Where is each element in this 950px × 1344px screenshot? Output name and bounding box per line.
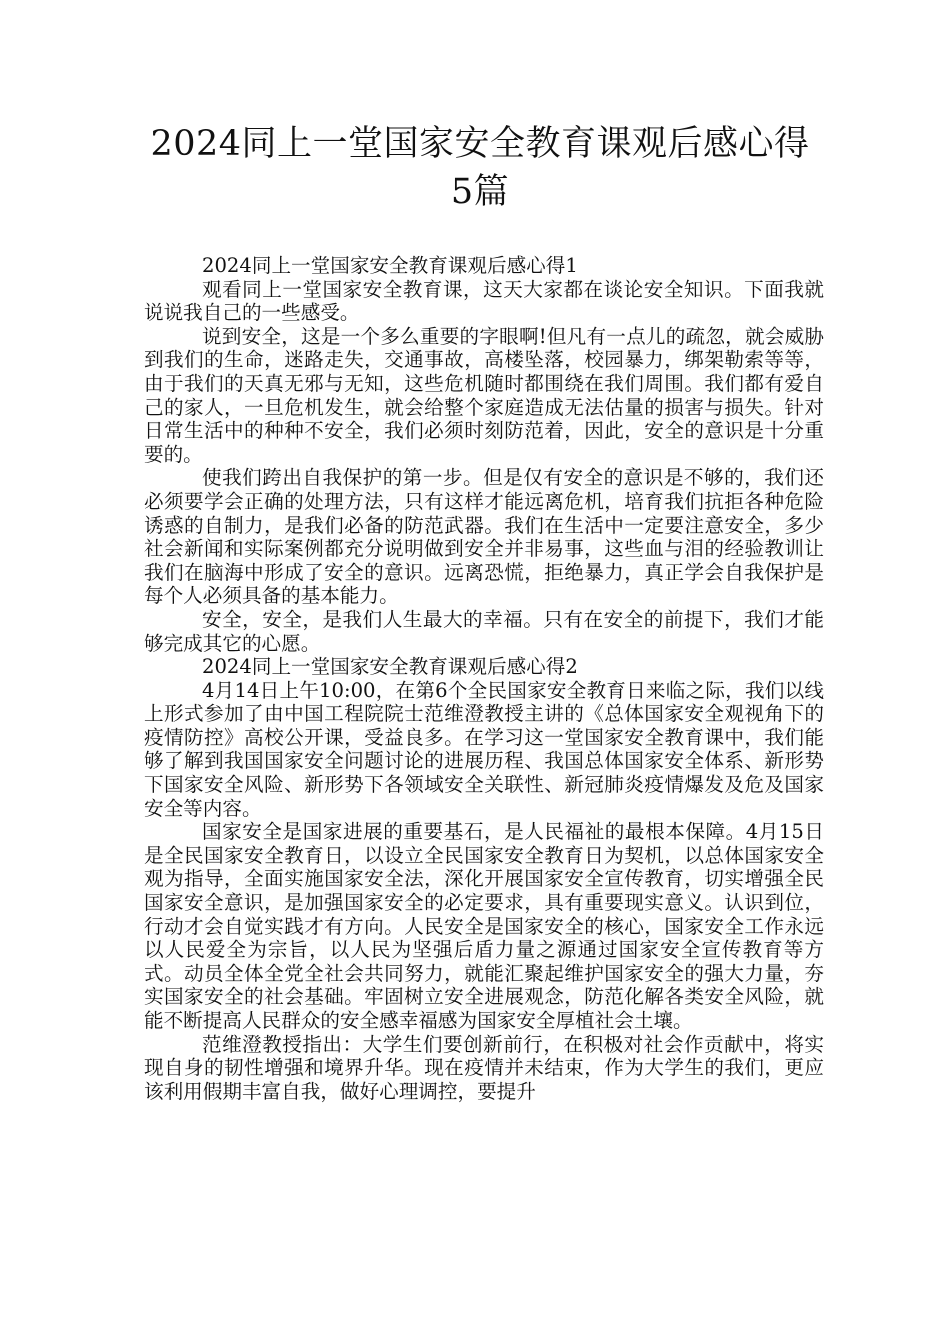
paragraph: 安全，安全，是我们人生最大的幸福。只有在安全的前提下，我们才能够完成其它的心愿。: [144, 607, 824, 655]
title-line-1: 2024同上一堂国家安全教育课观后感心得: [150, 124, 810, 164]
paragraph: 观看同上一堂国家安全教育课，这天大家都在谈论安全知识。下面我就说说我自己的一些感受。: [144, 277, 824, 325]
paragraph: 国家安全是国家进展的重要基石，是人民福祉的最根本保障。4月15日是全民国家安全教育日，以设立全民国家安全教育日为契机，以总体国家安全观为指导，全面实施国家安全法，深化开展国家安全宣传教育，切实增强全民国家安全意识，是加强国家安全的必定要求，具有重要现实意义。认识到位，行动才会自觉实践才有方向。人民安全是国家安全的核心，国家安全工作永远以人民爱全为宗旨，以人民为坚强后盾力量之源通过国家安全宣传教育等方式。动员全体全党全社会共同努力，就能汇聚起维护国家安全的强大力量，夯实国家安全的社会基础。牢固树立安全进展观念，防范化解各类安全风险，就能不断提高人民群众的安全感幸福感为国家安全厚植社会土壤。: [144, 820, 824, 1032]
section-heading-2: 2024同上一堂国家安全教育课观后感心得2: [202, 655, 578, 679]
document-body: [144, 254, 824, 1103]
document-page: [144, 120, 824, 1103]
document-title: [136, 120, 824, 216]
title-line-2: 5篇: [450, 172, 510, 212]
paragraph: 使我们跨出自我保护的第一步。但是仅有安全的意识是不够的，我们还必须要学会正确的处理方法，只有这样才能远离危机，培育我们抗拒各种危险诱惑的自制力，是我们必备的防范武器。我们在生活中一定要注意安全，多少社会新闻和实际案例都充分说明做到安全并非易事，这些血与泪的经验教训让我们在脑海中形成了安全的意识。远离恐慌，拒绝暴力，真正学会自我保护是每个人必须具备的基本能力。: [144, 466, 824, 608]
paragraph: 范维澄教授指出：大学生们要创新前行，在积极对社会作贡献中，将实现自身的韧性增强和境界升华。现在疫情并未结束，作为大学生的我们，更应该利用假期丰富自我，做好心理调控，要提升: [144, 1032, 824, 1103]
paragraph: 4月14日上午10:00，在第6个全民国家安全教育日来临之际，我们以线上形式参加了由中国工程院院士范维澄教授主讲的《总体国家安全观视角下的疫情防控》高校公开课，受益良多。在学习这一堂国家安全教育课中，我们能够了解到我国国家安全问题讨论的进展历程、我国总体国家安全体系、新形势下国家安全风险、新形势下各领域安全关联性、新冠肺炎疫情爆发及危及国家安全等内容。: [144, 678, 824, 820]
paragraph: 说到安全，这是一个多么重要的字眼啊!但凡有一点儿的疏忽，就会威胁到我们的生命，迷路走失，交通事故，高楼坠落，校园暴力，绑架勒索等等，由于我们的天真无邪与无知，这些危机随时都围绕在我们周围。我们都有爱自己的家人，一旦危机发生，就会给整个家庭造成无法估量的损害与损失。针对日常生活中的种种不安全，我们必须时刻防范着，因此，安全的意识是十分重要的。: [144, 324, 824, 466]
section-heading-1: 2024同上一堂国家安全教育课观后感心得1: [202, 254, 578, 277]
